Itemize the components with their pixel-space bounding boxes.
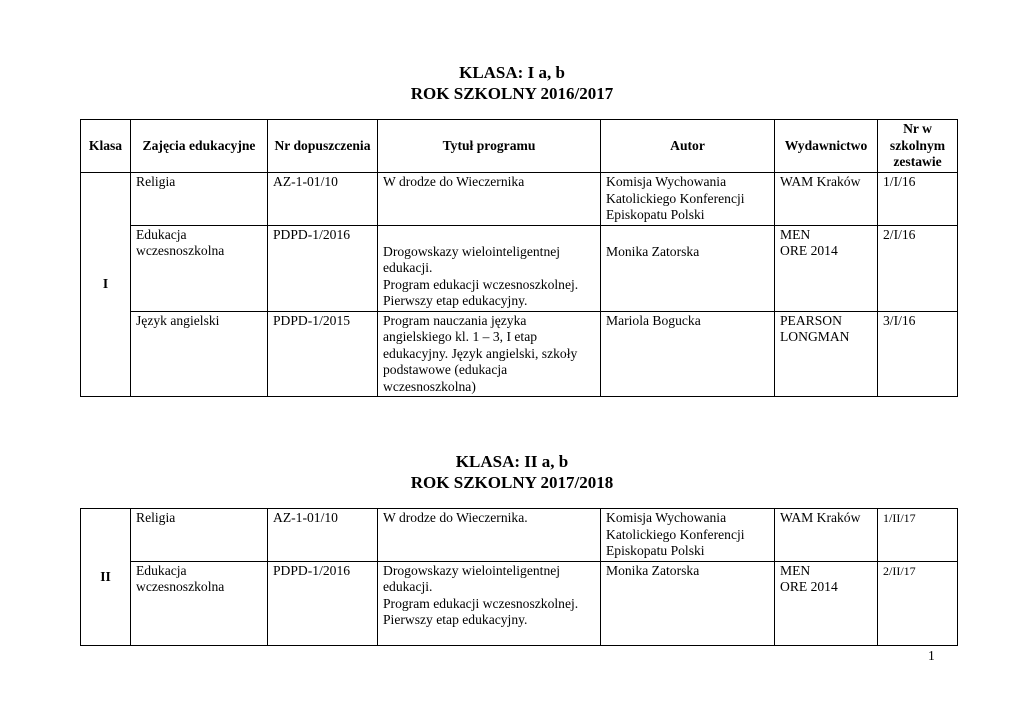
nr-dop-cell: PDPD-1/2016 (268, 561, 378, 645)
tytul-cell: Drogowskazy wielointeligentnej edukacji. Program edukacji wczesnoszkolnej. Pierwszy etap edukacyjny. (378, 225, 601, 311)
klasa-cell: I (81, 173, 131, 397)
tytul-cell: W drodze do Wieczernika. (378, 509, 601, 562)
table-row (81, 561, 958, 645)
klasa-cell: II (81, 509, 131, 646)
wydawnictwo-cell: PEARSON LONGMAN (775, 311, 878, 397)
nr-dop-cell: AZ-1-01/10 (268, 509, 378, 562)
table-row (81, 225, 958, 311)
autor-cell: Komisja Wychowania Katolickiego Konferencji Episkopatu Polski (601, 509, 775, 562)
page-number: 1 (928, 648, 935, 663)
autor-cell: Mariola Bogucka (601, 311, 775, 397)
table-row (81, 173, 958, 226)
nr-dop-cell: PDPD-1/2015 (268, 311, 378, 397)
table-row (81, 311, 958, 397)
zajecia-cell: Religia (131, 173, 268, 226)
zajecia-cell: Edukacja wczesnoszkolna (131, 225, 268, 311)
section1-title-class: KLASA: I a, b (459, 63, 565, 82)
nr-cell: 1/II/17 (878, 509, 958, 562)
wydawnictwo-cell: WAM Kraków (775, 509, 878, 562)
header-nr-zestaw: Nr w szkolnym zestawie (878, 120, 958, 173)
wydawnictwo-cell: WAM Kraków (775, 173, 878, 226)
header-wydawnictwo: Wydawnictwo (775, 120, 878, 173)
nr-dop-cell: AZ-1-01/10 (268, 173, 378, 226)
header-nr-dopuszczenia: Nr dopuszczenia (268, 120, 378, 173)
zajecia-cell: Religia (131, 509, 268, 562)
section2-title-class: KLASA: II a, b (455, 452, 569, 471)
autor-cell: Monika Zatorska (601, 561, 775, 645)
tytul-cell: Program nauczania języka angielskiego kl. 1 – 3, I etap edukacyjny. Język angielski, szkoły podstawowe (edukacja wczesnoszkolna) (378, 311, 601, 397)
section2-title-year: ROK SZKOLNY 2017/2018 (410, 473, 614, 492)
nr-dop-cell: PDPD-1/2016 (268, 225, 378, 311)
header-klasa: Klasa (81, 120, 131, 173)
section1-title-year: ROK SZKOLNY 2016/2017 (410, 84, 614, 103)
table-header-row (81, 120, 958, 173)
nr-cell: 1/I/16 (878, 173, 958, 226)
nr-cell: 2/II/17 (878, 561, 958, 645)
nr-cell: 3/I/16 (878, 311, 958, 397)
autor-cell: Komisja Wychowania Katolickiego Konferencji Episkopatu Polski (601, 173, 775, 226)
header-zajecia: Zajęcia edukacyjne (131, 120, 268, 173)
zajecia-cell: Edukacja wczesnoszkolna (131, 561, 268, 645)
nr-cell: 2/I/16 (878, 225, 958, 311)
header-tytul: Tytuł programu (378, 120, 601, 173)
wydawnictwo-cell: MEN ORE 2014 (775, 225, 878, 311)
autor-cell: Monika Zatorska (601, 225, 775, 311)
tytul-cell: Drogowskazy wielointeligentnej edukacji. Program edukacji wczesnoszkolnej. Pierwszy etap edukacyjny. (378, 561, 601, 645)
header-autor: Autor (601, 120, 775, 173)
tytul-cell: W drodze do Wieczernika (378, 173, 601, 226)
wydawnictwo-cell: MEN ORE 2014 (775, 561, 878, 645)
zajecia-cell: Język angielski (131, 311, 268, 397)
section1-table (80, 119, 958, 397)
section2-table (80, 508, 958, 646)
table-row (81, 509, 958, 562)
